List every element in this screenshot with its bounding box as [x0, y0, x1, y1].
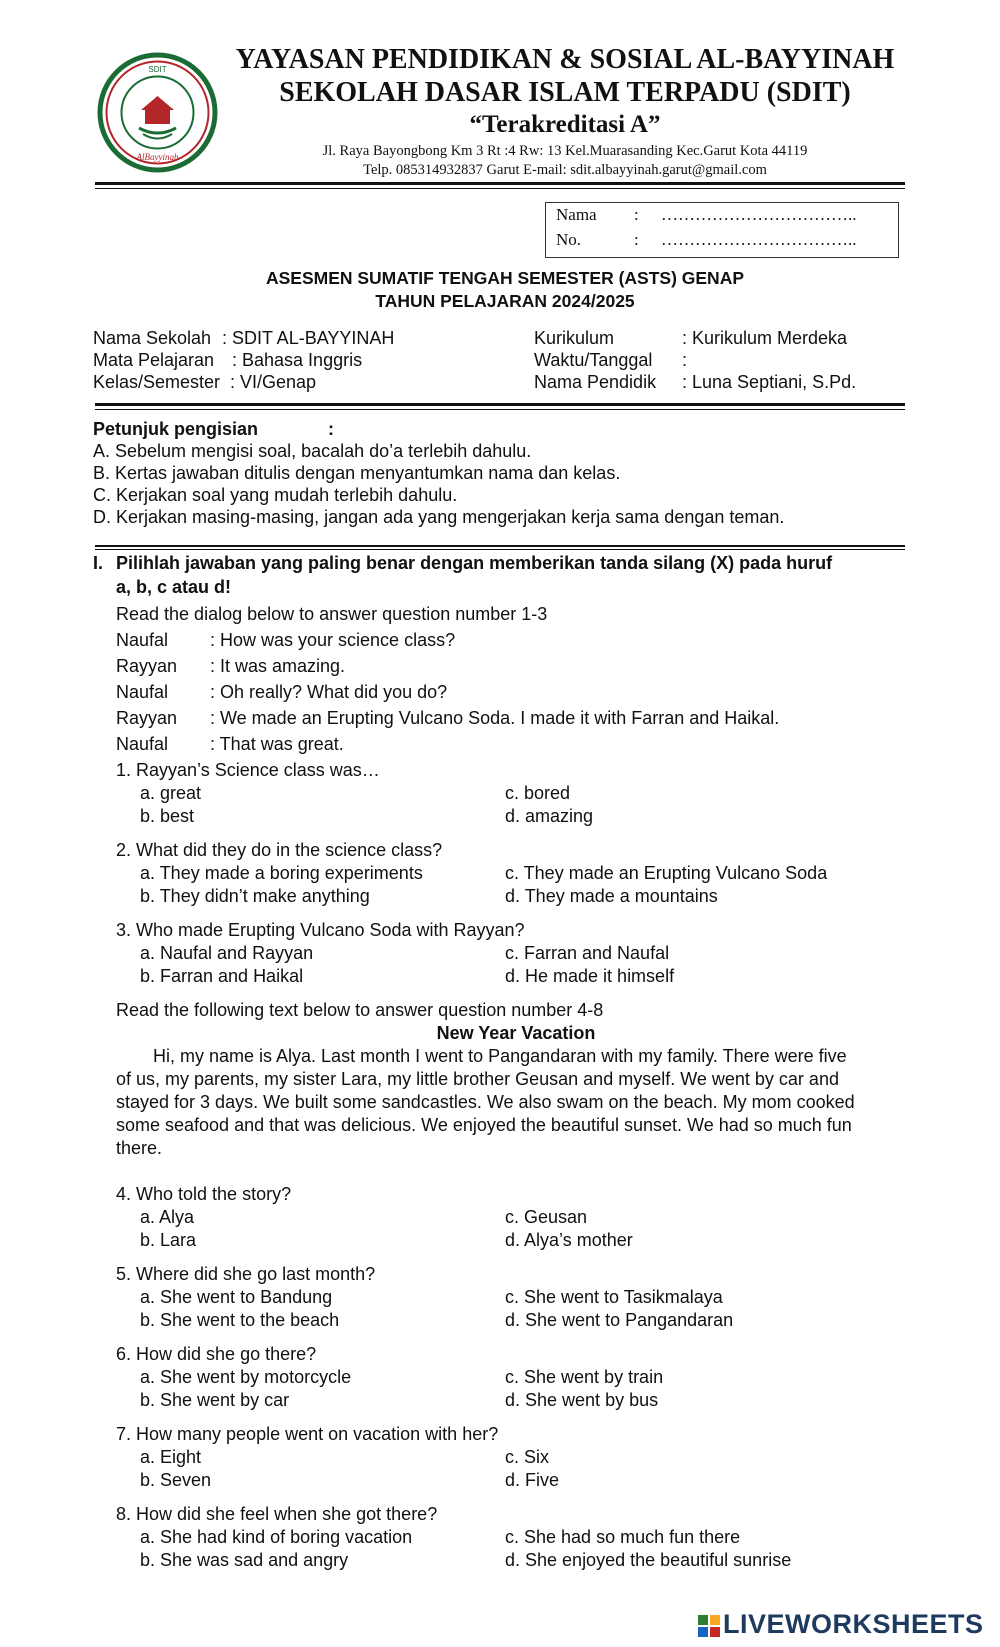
section-divider-thick [95, 545, 905, 547]
option-d[interactable]: d. Alya’s mother [505, 1230, 633, 1250]
exam-title: ASESMEN SUMATIF TENGAH SEMESTER (ASTS) GENAP [265, 268, 745, 288]
info-value: : VI/Genap [230, 372, 317, 392]
option-a[interactable]: a. Eight [140, 1447, 202, 1467]
section-instruction: Pilihlah jawaban yang paling benar dengan memberikan tanda silang (X) pada huruf [116, 553, 833, 573]
info-divider-thin [95, 409, 905, 410]
option-b[interactable]: b. Farran and Haikal [140, 966, 304, 986]
question-text: 8. How did she feel when she got there? [116, 1504, 438, 1524]
foundation-name: YAYASAN PENDIDIKAN & SOSIAL AL-BAYYINAH [235, 44, 895, 75]
info-label: Waktu/Tanggal [534, 350, 653, 370]
option-a[interactable]: a. They made a boring experiments [140, 863, 423, 883]
dialog-line: : How was your science class? [210, 630, 456, 650]
option-d[interactable]: d. They made a mountains [505, 886, 718, 906]
option-b[interactable]: b. best [140, 806, 195, 826]
option-b[interactable]: b. She went by car [140, 1390, 290, 1410]
option-d[interactable]: d. She went to Pangandaran [505, 1310, 734, 1330]
no-field[interactable]: …………………………….. [661, 230, 857, 249]
name-field[interactable]: …………………………….. [661, 205, 857, 224]
section-divider-thin [95, 549, 905, 550]
option-b[interactable]: b. She went to the beach [140, 1310, 340, 1330]
dialog-line: : That was great. [210, 734, 344, 754]
dialog-speaker: Naufal [116, 734, 169, 754]
info-label: Nama Sekolah [93, 328, 212, 348]
dialog-speaker: Naufal [116, 682, 169, 702]
svg-text:AlBayyinah: AlBayyinah [136, 152, 179, 162]
instruction-item: A. Sebelum mengisi soal, bacalah do’a terlebih dahulu. [93, 441, 532, 461]
info-label: Nama Pendidik [534, 372, 657, 392]
option-d[interactable]: d. She enjoyed the beautiful sunrise [505, 1550, 792, 1570]
accreditation: “Terakreditasi A” [469, 111, 661, 138]
question-text: 7. How many people went on vacation with her? [116, 1424, 499, 1444]
option-c[interactable]: c. bored [505, 783, 571, 803]
instructions-colon: : [328, 419, 334, 439]
exam-year: TAHUN PELAJARAN 2024/2025 [375, 291, 635, 311]
dialog-line: : Oh really? What did you do? [210, 682, 448, 702]
option-b[interactable]: b. Lara [140, 1230, 197, 1250]
no-label: No. [556, 230, 582, 249]
question-text: 2. What did they do in the science class? [116, 840, 443, 860]
info-label: Mata Pelajaran [93, 350, 215, 370]
passage-line: of us, my parents, my sister Lara, my little brother Geusan and myself. We went by car and [116, 1069, 839, 1089]
info-label: Kurikulum [534, 328, 615, 348]
dialog-speaker: Rayyan [116, 656, 178, 676]
instructions-heading: Petunjuk pengisian [93, 419, 259, 439]
option-d[interactable]: d. Five [505, 1470, 560, 1490]
info-divider-thick [95, 403, 905, 406]
dialog-speaker: Rayyan [116, 708, 178, 728]
school-address: Jl. Raya Bayongbong Km 3 Rt :4 Rw: 13 Kel.Muarasanding Kec.Garut Kota 44119 [322, 143, 808, 159]
school-contact: Telp. 085314932837 Garut E-mail: sdit.albayyinah.garut@gmail.com [363, 162, 767, 178]
option-a[interactable]: a. She went by motorcycle [140, 1367, 352, 1387]
instruction-item: C. Kerjakan soal yang mudah terlebih dahulu. [93, 485, 458, 505]
info-label: Kelas/Semester [93, 372, 221, 392]
option-a[interactable]: a. She went to Bandung [140, 1287, 333, 1307]
info-value: : [682, 350, 688, 370]
school-logo [95, 50, 220, 175]
option-d[interactable]: d. He made it himself [505, 966, 675, 986]
logo-lettering: SDIT [148, 65, 167, 74]
info-value: : Luna Septiani, S.Pd. [682, 372, 857, 392]
option-c[interactable]: c. Farran and Naufal [505, 943, 670, 963]
student-id-box [545, 202, 899, 258]
option-c[interactable]: c. She had so much fun there [505, 1527, 741, 1547]
option-a[interactable]: a. Alya [140, 1207, 195, 1227]
question-text: 3. Who made Erupting Vulcano Soda with Rayyan? [116, 920, 525, 940]
passage-line: Hi, my name is Alya. Last month I went to Pangandaran with my family. There were five [153, 1046, 847, 1066]
option-a[interactable]: a. She had kind of boring vacation [140, 1527, 413, 1547]
option-c[interactable]: c. They made an Erupting Vulcano Soda [505, 863, 828, 883]
option-a[interactable]: a. great [140, 783, 202, 803]
option-b[interactable]: b. They didn’t make anything [140, 886, 370, 906]
instruction-item: D. Kerjakan masing-masing, jangan ada yang mengerjakan kerja sama dengan teman. [93, 507, 785, 527]
question-text: 6. How did she go there? [116, 1344, 317, 1364]
school-name: SEKOLAH DASAR ISLAM TERPADU (SDIT) [279, 77, 851, 108]
dialog-intro: Read the dialog below to answer question number 1-3 [116, 604, 548, 624]
watermark-text: LIVEWORKSHEETS [723, 1609, 984, 1639]
question-text: 5. Where did she go last month? [116, 1264, 376, 1284]
header-divider-thick [95, 182, 905, 185]
passage-line: stayed for 3 days. We built some sandcastles. We also swam on the beach. My mom cooked [116, 1092, 855, 1112]
reading-intro: Read the following text below to answer question number 4-8 [116, 1000, 604, 1020]
option-a[interactable]: a. Naufal and Rayyan [140, 943, 314, 963]
name-label: Nama [556, 205, 597, 224]
liveworksheets-logo-icon [698, 1615, 720, 1637]
option-d[interactable]: d. She went by bus [505, 1390, 659, 1410]
section-instruction: a, b, c atau d! [116, 577, 232, 597]
option-c[interactable]: c. Six [505, 1447, 550, 1467]
section-number: I. [93, 553, 104, 573]
dialog-line: : We made an Erupting Vulcano Soda. I made it with Farran and Haikal. [210, 708, 780, 728]
option-b[interactable]: b. She was sad and angry [140, 1550, 349, 1570]
reading-title: New Year Vacation [436, 1023, 596, 1043]
question-text: 1. Rayyan’s Science class was… [116, 760, 380, 780]
info-value: : SDIT AL-BAYYINAH [222, 328, 395, 348]
instruction-item: B. Kertas jawaban ditulis dengan menyantumkan nama dan kelas. [93, 463, 621, 483]
question-text: 4. Who told the story? [116, 1184, 292, 1204]
info-value: : Kurikulum Merdeka [682, 328, 848, 348]
option-d[interactable]: d. amazing [505, 806, 594, 826]
option-b[interactable]: b. Seven [140, 1470, 212, 1490]
option-c[interactable]: c. She went to Tasikmalaya [505, 1287, 723, 1307]
name-sep: : [634, 205, 639, 224]
header-divider-thin [95, 188, 905, 189]
info-value: : Bahasa Inggris [232, 350, 363, 370]
dialog-speaker: Naufal [116, 630, 169, 650]
passage-line: there. [116, 1138, 163, 1158]
option-c[interactable]: c. She went by train [505, 1367, 664, 1387]
option-c[interactable]: c. Geusan [505, 1207, 588, 1227]
passage-line: some seafood and that was delicious. We enjoyed the beautiful sunset. We had so much fun [116, 1115, 852, 1135]
no-sep: : [634, 230, 639, 249]
dialog-line: : It was amazing. [210, 656, 346, 676]
